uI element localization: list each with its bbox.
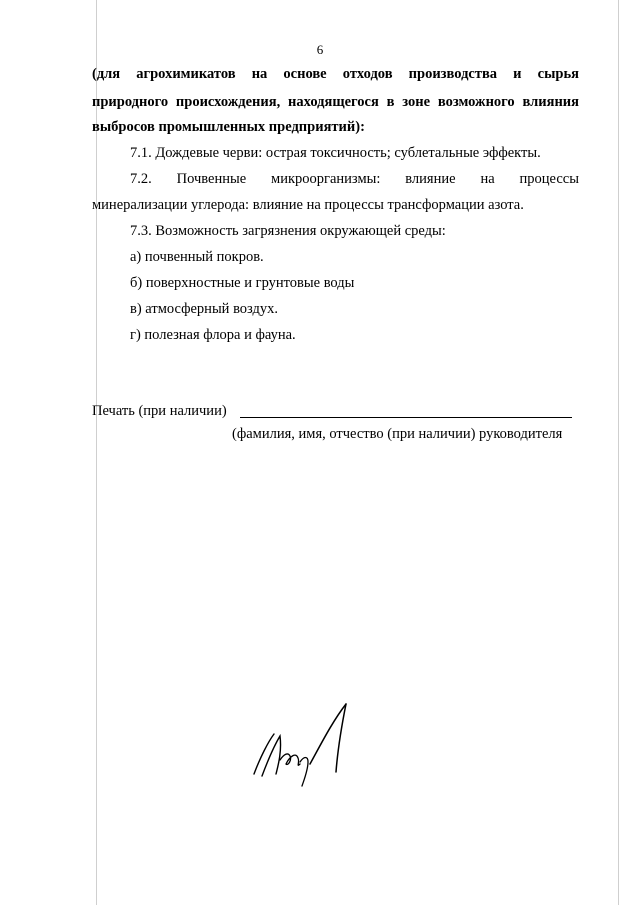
sub-item: а) почвенный покров. (130, 249, 264, 265)
item-7-1: 7.1. Дождевые черви: острая токсичность; сублетальные эффекты. (130, 145, 541, 161)
sub-item: г) полезная флора и фауна. (130, 327, 296, 343)
heading-line: выбросов промышленных предприятий): (92, 119, 365, 135)
sub-item: в) атмосферный воздух. (130, 301, 279, 317)
item-7-2-word: 7.2. (130, 171, 152, 187)
item-7-2-word: микроорганизмы: (271, 171, 381, 187)
item-7-2-word: влияние (405, 171, 456, 187)
page-number: 6 (316, 42, 324, 57)
item-7-2-word: на (480, 171, 495, 187)
sub-item: б) поверхностные и грунтовые воды (130, 275, 355, 291)
heading-line: (для агрохимикатов на основе отходов производства и сырья (92, 66, 579, 82)
item-7-2-word: Почвенные (176, 171, 247, 187)
item-7-2-first-line (130, 171, 579, 187)
scan-margin-line (96, 0, 97, 905)
signature-underline (240, 417, 572, 418)
stamp-label: Печать (при наличии) (92, 403, 227, 419)
item-7-2-continuation: минерализации углерода: влияние на процессы трансформации азота. (92, 197, 524, 213)
item-7-2-word: процессы (519, 171, 579, 187)
item-7-3: 7.3. Возможность загрязнения окружающей среды: (130, 223, 446, 239)
heading-line: природного происхождения, находящегося в зоне возможного влияния (92, 94, 579, 110)
handwritten-signature (250, 700, 360, 790)
signature-caption: (фамилия, имя, отчество (при наличии) руководителя (232, 426, 563, 442)
scan-margin-line (618, 0, 619, 905)
